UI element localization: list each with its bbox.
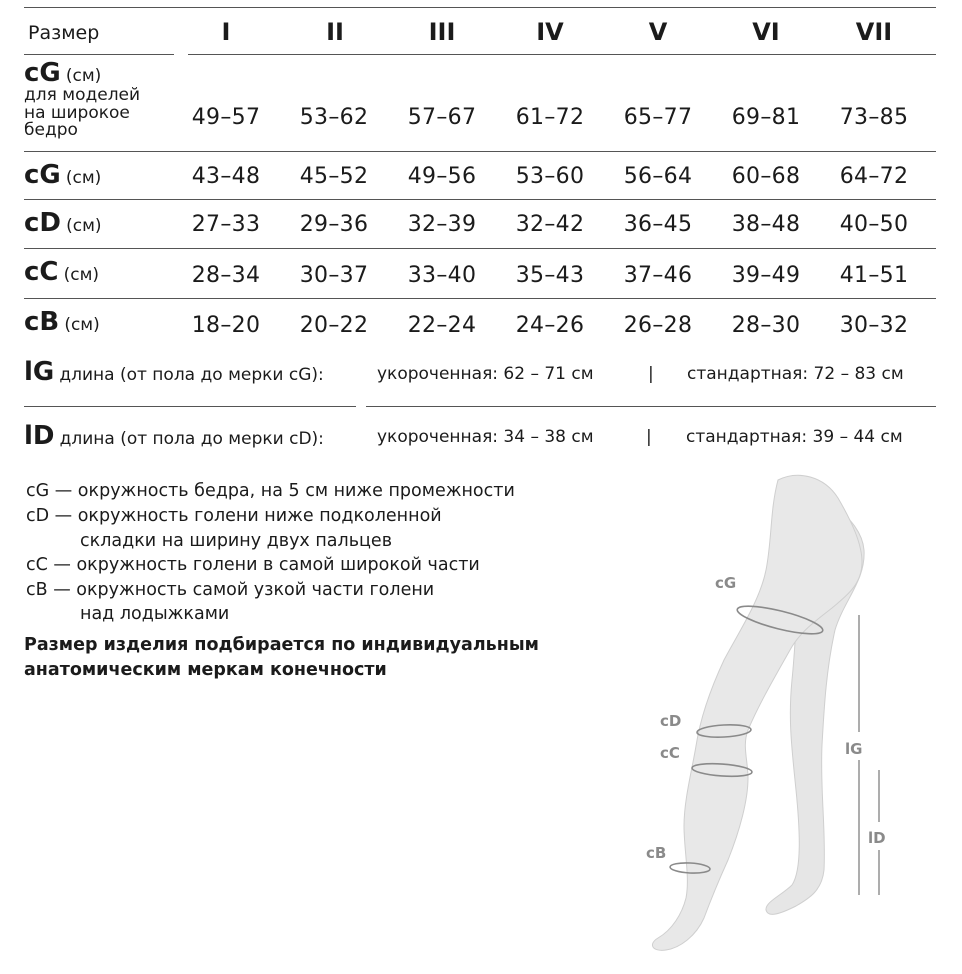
- row-note-line: бедро: [24, 120, 78, 140]
- table-cell: 69–81: [731, 105, 801, 130]
- table-cell: 20–22: [299, 313, 369, 338]
- length-code: lG: [24, 357, 55, 387]
- table-cell: 24–26: [515, 313, 585, 338]
- length-standard: стандартная: 72 – 83 см: [687, 364, 904, 384]
- row-code: cC: [24, 257, 59, 287]
- length-code: lD: [24, 421, 55, 451]
- row-rule: [24, 248, 936, 249]
- table-cell: 43–48: [191, 164, 261, 189]
- length-standard: стандартная: 39 – 44 см: [686, 427, 903, 447]
- row-label: [24, 160, 101, 190]
- length-label: [24, 421, 324, 451]
- table-cell: 53–60: [515, 164, 585, 189]
- row-label: [24, 257, 99, 287]
- table-cell: 64–72: [839, 164, 909, 189]
- row-rule: [24, 151, 936, 152]
- row-unit: (см): [65, 66, 102, 86]
- leg-silhouette: [652, 475, 864, 950]
- row-unit: (см): [65, 168, 102, 188]
- fig-label-cg: cG: [715, 574, 737, 592]
- length-rule-right: [366, 406, 936, 407]
- table-cell: 53–62: [299, 105, 369, 130]
- row-code: cB: [24, 307, 60, 337]
- row-code: cD: [24, 208, 61, 238]
- table-cell: 33–40: [407, 263, 477, 288]
- row-unit: (см): [66, 216, 102, 236]
- header-rule-right: [188, 54, 936, 55]
- fig-label-cc: cC: [660, 744, 680, 762]
- size-col-4: IV: [536, 18, 564, 46]
- table-cell: 28–34: [191, 263, 261, 288]
- length-rule-left: [24, 406, 356, 407]
- size-col-2: II: [326, 18, 344, 46]
- legend-item: cG — окружность бедра, на 5 см ниже промежности: [26, 481, 515, 501]
- table-cell: 39–49: [731, 263, 801, 288]
- table-cell: 32–42: [515, 212, 585, 237]
- legend-item: cC — окружность голени в самой широкой части: [26, 555, 480, 575]
- fig-label-cd: cD: [660, 712, 682, 730]
- table-cell: 73–85: [839, 105, 909, 130]
- table-cell: 36–45: [623, 212, 693, 237]
- note-line: анатомическим меркам конечности: [24, 660, 387, 680]
- length-text: длина (от пола до мерки cD):: [59, 429, 324, 449]
- table-cell: 38–48: [731, 212, 801, 237]
- length-separator: |: [648, 364, 654, 384]
- size-col-5: V: [648, 18, 668, 46]
- table-cell: 32–39: [407, 212, 477, 237]
- table-cell: 61–72: [515, 105, 585, 130]
- row-rule: [24, 298, 936, 299]
- note-line: Размер изделия подбирается по индивидуальным: [24, 635, 539, 655]
- front-leg-shape: [652, 475, 862, 950]
- row-code: cG: [24, 160, 61, 190]
- legend-item: над лодыжками: [80, 604, 230, 624]
- row-label: [24, 58, 101, 88]
- table-cell: 22–24: [407, 313, 477, 338]
- length-separator: |: [646, 427, 652, 447]
- row-label: [24, 208, 102, 238]
- row-note-line: на широкое: [24, 103, 130, 123]
- length-short: укороченная: 34 – 38 см: [377, 427, 594, 447]
- row-note-line: для моделей: [24, 85, 141, 105]
- table-cell: 26–28: [623, 313, 693, 338]
- table-cell: 57–67: [407, 105, 477, 130]
- table-cell: 28–30: [731, 313, 801, 338]
- table-cell: 60–68: [731, 164, 801, 189]
- table-cell: 45–52: [299, 164, 369, 189]
- legend-item: cB — окружность самой узкой части голени: [26, 580, 435, 600]
- length-text: длина (от пола до мерки cG):: [59, 365, 324, 385]
- table-cell: 30–32: [839, 313, 909, 338]
- table-cell: 35–43: [515, 263, 585, 288]
- legend-item: складки на ширину двух пальцев: [80, 531, 393, 551]
- table-cell: 37–46: [623, 263, 693, 288]
- header-rule-left: [24, 54, 174, 55]
- table-cell: 40–50: [839, 212, 909, 237]
- length-label: [24, 357, 324, 387]
- row-rule: [24, 199, 936, 200]
- table-top-rule: [24, 7, 936, 8]
- fig-label-ld: lD: [868, 829, 886, 847]
- fig-label-lg: lG: [845, 740, 863, 758]
- table-cell: 49–57: [191, 105, 261, 130]
- row-code: cG: [24, 58, 61, 88]
- size-col-6: VI: [752, 18, 780, 46]
- row-unit: (см): [64, 315, 100, 335]
- size-col-1: I: [221, 18, 231, 46]
- table-cell: 49–56: [407, 164, 477, 189]
- row-unit: (см): [63, 265, 100, 285]
- legend-item: cD — окружность голени ниже подколенной: [26, 506, 442, 526]
- row-label: [24, 307, 100, 337]
- table-cell: 29–36: [299, 212, 369, 237]
- table-cell: 65–77: [623, 105, 693, 130]
- table-cell: 30–37: [299, 263, 369, 288]
- table-cell: 56–64: [623, 164, 693, 189]
- table-cell: 27–33: [191, 212, 261, 237]
- length-short: укороченная: 62 – 71 см: [377, 364, 594, 384]
- size-header-label: Размер: [28, 22, 100, 44]
- fig-label-cb: cB: [646, 844, 667, 862]
- size-col-3: III: [428, 18, 456, 46]
- table-cell: 18–20: [191, 313, 261, 338]
- leg-measurement-figure: [600, 470, 930, 970]
- table-cell: 41–51: [839, 263, 909, 288]
- size-col-7: VII: [855, 18, 893, 46]
